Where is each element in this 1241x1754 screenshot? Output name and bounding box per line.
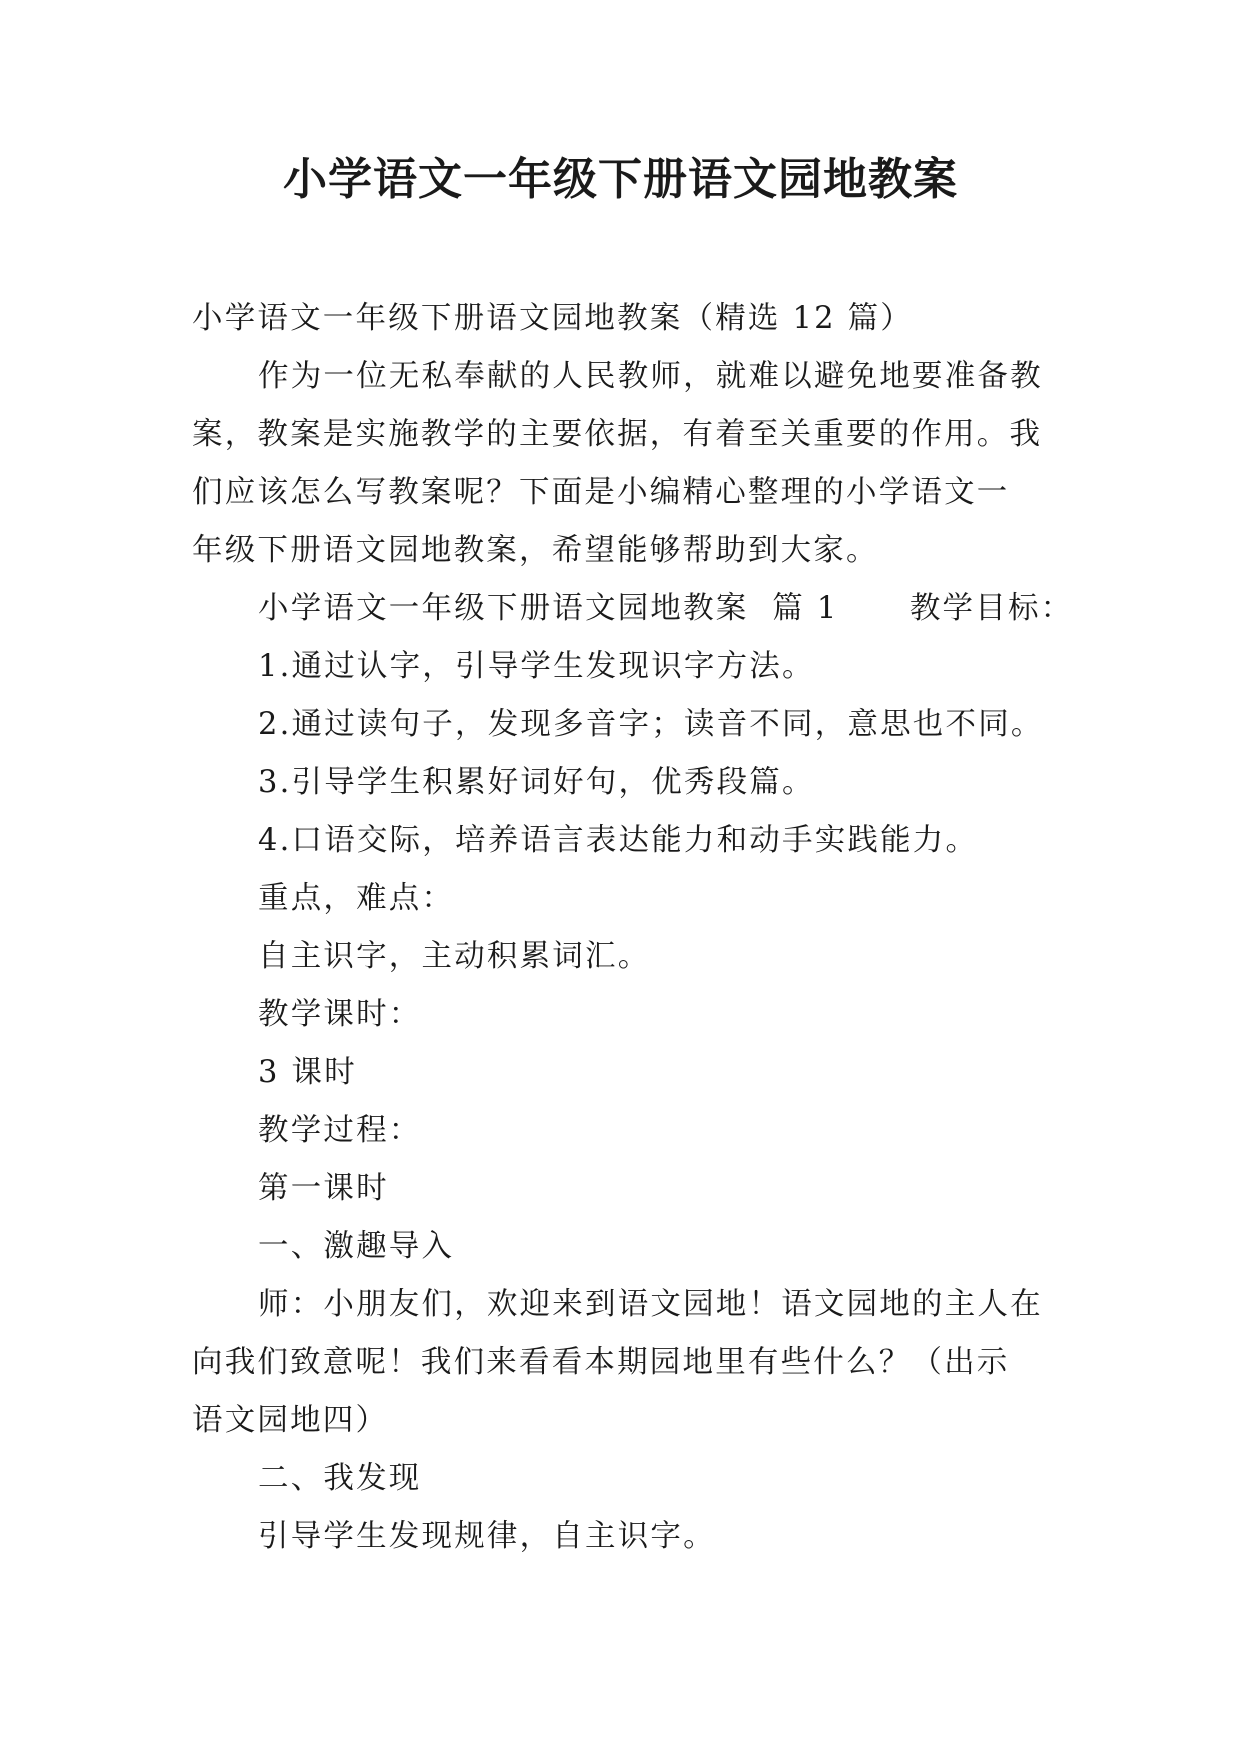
step-heading: 二、我发现 — [258, 1461, 422, 1496]
objective-item: 3.引导学生积累好词好句，优秀段篇。 — [258, 765, 815, 800]
teacher-speech-line: 向我们致意呢！我们来看看本期园地里有些什么？（出示 — [192, 1345, 1010, 1380]
step-heading: 一、激趣导入 — [258, 1229, 455, 1264]
intro-line: 案，教案是实施教学的主要依据，有着至关重要的作用。我 — [192, 417, 1043, 452]
document-subtitle: 小学语文一年级下册语文园地教案（精选 12 篇） — [192, 301, 913, 336]
document-body — [192, 290, 1072, 1566]
intro-line: 作为一位无私奉献的人民教师，就难以避免地要准备教 — [258, 359, 1043, 394]
process-label: 教学过程： — [258, 1113, 422, 1148]
objective-item: 4.口语交际，培养语言表达能力和动手实践能力。 — [258, 823, 979, 858]
intro-line: 年级下册语文园地教案，希望能够帮助到大家。 — [192, 533, 879, 568]
step-text: 引导学生发现规律，自主识字。 — [258, 1519, 716, 1554]
key-points-text: 自主识字，主动积累词汇。 — [258, 939, 651, 974]
intro-line: 们应该怎么写教案呢？下面是小编精心整理的小学语文一 — [192, 475, 1010, 510]
section-heading: 小学语文一年级下册语文园地教案 篇 1 教学目标： — [258, 591, 1074, 626]
key-points-label: 重点，难点： — [258, 881, 455, 916]
teacher-speech-line: 师：小朋友们，欢迎来到语文园地！语文园地的主人在 — [258, 1287, 1043, 1322]
first-period-heading: 第一课时 — [258, 1171, 389, 1206]
objective-item: 1.通过认字，引导学生发现识字方法。 — [258, 649, 815, 684]
periods-label: 教学课时： — [258, 997, 422, 1032]
teacher-speech-line: 语文园地四） — [192, 1403, 389, 1438]
document-title: 小学语文一年级下册语文园地教案 — [283, 154, 958, 205]
objective-item: 2.通过读句子，发现多音字；读音不同，意思也不同。 — [258, 707, 1044, 742]
periods-text: 3 课时 — [258, 1055, 357, 1090]
